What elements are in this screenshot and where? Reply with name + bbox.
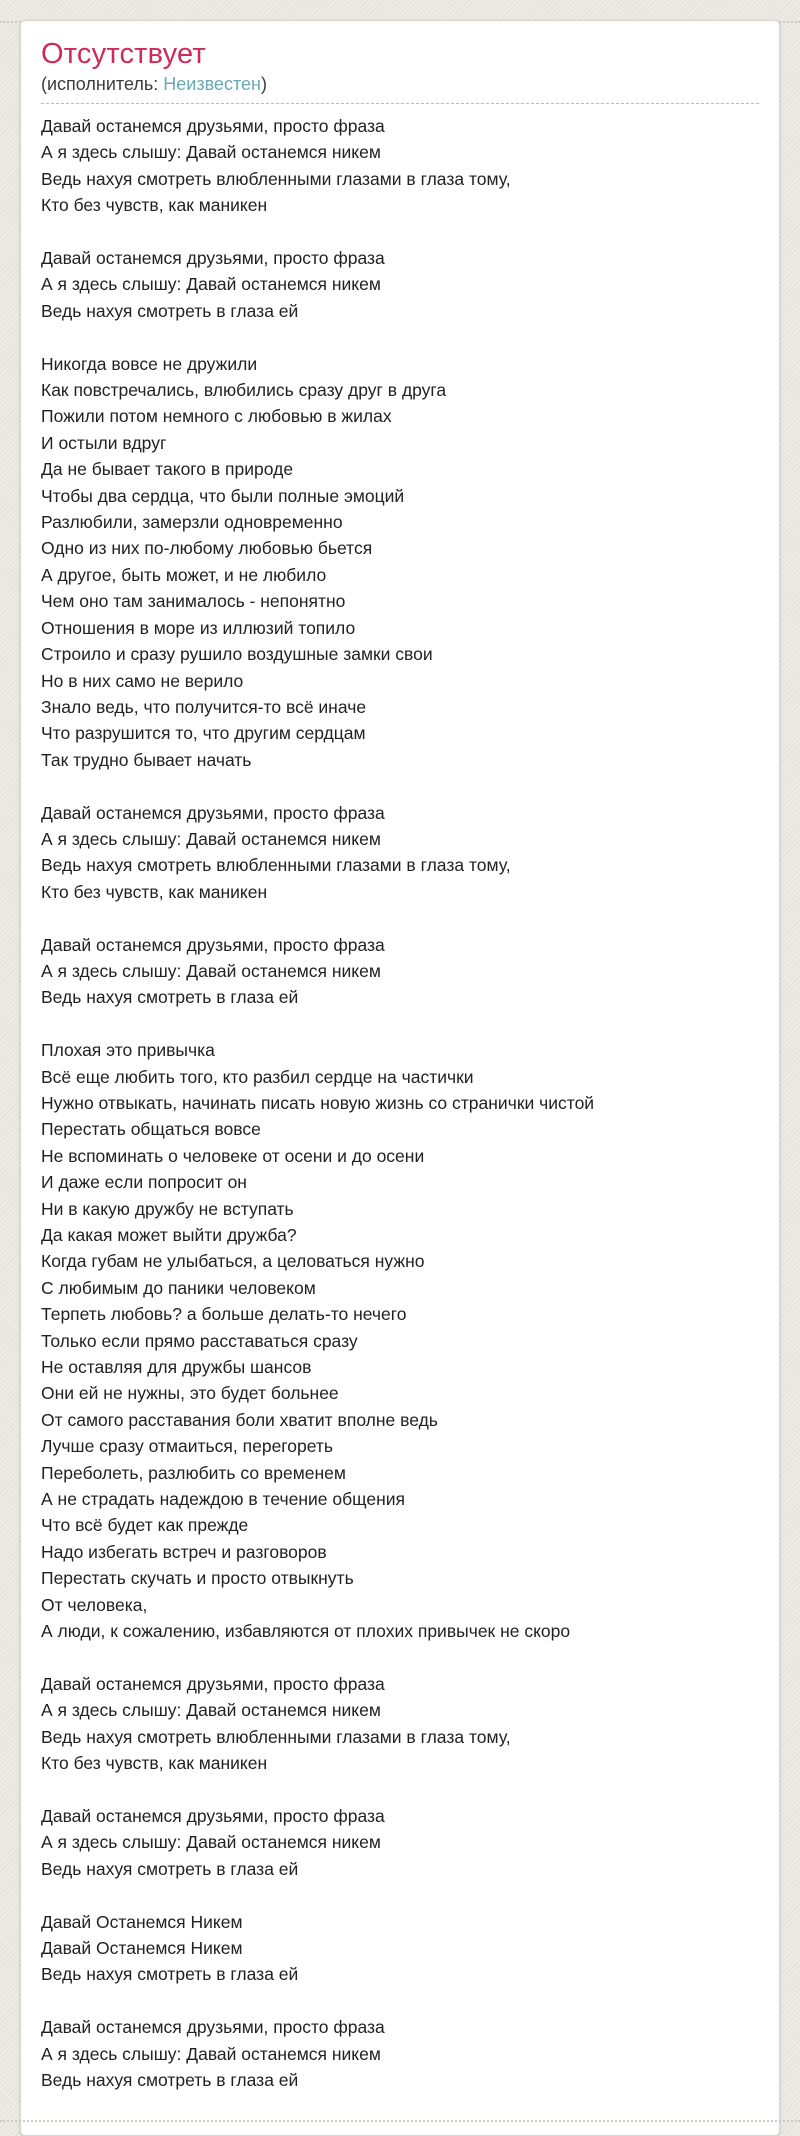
lyrics-line: Что всё будет как прежде <box>41 1515 249 1536</box>
lyrics-line: Давай останемся друзьями, просто фраза <box>41 802 385 823</box>
lyrics-line: Ведь нахуя смотреть влюбленными глазами в глаза тому, <box>41 855 511 876</box>
page-background <box>0 20 800 2126</box>
lyrics-line: Строило и сразу рушило воздушные замки свои <box>41 644 433 665</box>
lyrics-line: С любимым до паники человеком <box>41 1277 316 1298</box>
lyrics-line: Да не бывает такого в природе <box>41 459 294 480</box>
lyrics-line: Ведь нахуя смотреть в глаза ей <box>41 300 299 321</box>
lyrics-line: Разлюбили, замерзли одновременно <box>41 512 343 533</box>
lyrics-line: И остыли вдруг <box>41 432 167 453</box>
lyrics-stanza <box>41 1037 759 1644</box>
lyrics-line: А я здесь слышу: Давай останемся никем <box>41 828 381 849</box>
lyrics-line: А не страдать надеждою в течение общения <box>41 1489 405 1510</box>
lyrics-stanza <box>41 932 759 1011</box>
lyrics-line: А другое, быть может, и не любило <box>41 564 327 585</box>
lyrics-line: Давай останемся друзьями, просто фраза <box>41 116 385 136</box>
lyrics-line: Ведь нахуя смотреть в глаза ей <box>41 987 299 1008</box>
lyrics-line: Давай останемся друзьями, просто фраза <box>41 1805 385 1826</box>
artist-line <box>41 73 759 95</box>
lyrics-line: Ведь нахуя смотреть в глаза ей <box>41 2069 299 2090</box>
lyrics-line: А я здесь слышу: Давай останемся никем <box>41 960 381 981</box>
lyrics-line: Надо избегать встреч и разговоров <box>41 1541 327 1562</box>
lyrics-line: Ведь нахуя смотреть влюбленными глазами в глаза тому, <box>41 168 511 189</box>
lyrics-stanza <box>41 113 759 219</box>
lyrics-line: От самого расставания боли хватит вполне ведь <box>41 1409 438 1430</box>
lyrics-line: Пожили потом немного с любовью в жилах <box>41 406 392 427</box>
lyrics-stanza <box>41 2014 759 2093</box>
lyrics-line: Да какая может выйти дружба? <box>41 1224 297 1245</box>
lyrics-line: Давай Останемся Никем <box>41 1911 243 1932</box>
lyrics-line: Никогда вовсе не дружили <box>41 353 258 374</box>
lyrics-line: Чем оно там занималось - непонятно <box>41 591 346 612</box>
lyrics-line: Нужно отвыкать, начинать писать новую жизнь со странички чистой <box>41 1092 595 1113</box>
lyrics-line: Знало ведь, что получится-то всё иначе <box>41 696 367 717</box>
lyrics-line: А я здесь слышу: Давай останемся никем <box>41 1832 381 1853</box>
lyrics-line: Одно из них по-любому любовью бьется <box>41 538 373 559</box>
lyrics-line: Как повстречались, влюбились сразу друг в друга <box>41 380 447 401</box>
lyrics-line: А я здесь слышу: Давай останемся никем <box>41 1700 381 1721</box>
lyrics-line: Кто без чувств, как маникен <box>41 1753 268 1774</box>
lyrics <box>41 113 759 2093</box>
lyrics-line: Перестать общаться вовсе <box>41 1119 261 1140</box>
song-header <box>41 37 759 104</box>
lyrics-stanza <box>41 1909 759 1988</box>
lyrics-line: Ведь нахуя смотреть в глаза ей <box>41 1858 299 1879</box>
artist-label-prefix: (исполнитель: <box>41 74 164 94</box>
lyrics-card <box>20 20 780 2136</box>
lyrics-line: Не оставляя для дружбы шансов <box>41 1357 312 1378</box>
lyrics-line: Давай останемся друзьями, просто фраза <box>41 934 385 955</box>
lyrics-line: Ведь нахуя смотреть в глаза ей <box>41 1964 299 1985</box>
lyrics-line: А люди, к сожалению, избавляются от плохих привычек не скоро <box>41 1621 571 1642</box>
lyrics-line: Плохая это привычка <box>41 1040 215 1061</box>
artist-link[interactable]: Неизвестен <box>163 74 261 94</box>
lyrics-line: А я здесь слышу: Давай останемся никем <box>41 2043 381 2064</box>
lyrics-line: Переболеть, разлюбить со временем <box>41 1462 346 1483</box>
lyrics-line: Так трудно бывает начать <box>41 749 252 770</box>
lyrics-stanza <box>41 351 759 774</box>
lyrics-line: Не вспоминать о человеке от осени и до осени <box>41 1145 425 1166</box>
artist-label-suffix: ) <box>260 74 267 94</box>
lyrics-line: От человека, <box>41 1594 148 1615</box>
lyrics-line: Они ей не нужны, это будет больнее <box>41 1383 339 1404</box>
lyrics-line: Давай останемся друзьями, просто фраза <box>41 2017 385 2038</box>
lyrics-line: Кто без чувств, как маникен <box>41 881 268 902</box>
lyrics-stanza <box>41 800 759 906</box>
lyrics-stanza <box>41 245 759 324</box>
lyrics-stanza <box>41 1803 759 1882</box>
lyrics-line: Всё еще любить того, кто разбил сердце на частички <box>41 1066 474 1087</box>
lyrics-line: Отношения в море из иллюзий топило <box>41 617 356 638</box>
lyrics-line: Когда губам не улыбаться, а целоваться нужно <box>41 1251 425 1272</box>
lyrics-line: Ни в какую дружбу не вступать <box>41 1198 294 1219</box>
lyrics-line: Что разрушится то, что другим сердцам <box>41 723 366 744</box>
lyrics-line: Кто без чувств, как маникен <box>41 195 268 216</box>
lyrics-line: Ведь нахуя смотреть влюбленными глазами в глаза тому, <box>41 1726 511 1747</box>
lyrics-line: Давай останемся друзьями, просто фраза <box>41 1673 385 1694</box>
lyrics-line: Но в них само не верило <box>41 670 244 691</box>
lyrics-line: Давай Останемся Никем <box>41 1937 243 1958</box>
lyrics-line: Давай останемся друзьями, просто фраза <box>41 248 385 269</box>
lyrics-line: Перестать скучать и просто отвыкнуть <box>41 1568 354 1589</box>
song-title: Отсутствует <box>41 38 206 70</box>
lyrics-line: А я здесь слышу: Давай останемся никем <box>41 274 381 295</box>
lyrics-line: А я здесь слышу: Давай останемся никем <box>41 142 381 163</box>
lyrics-stanza <box>41 1671 759 1777</box>
lyrics-line: Чтобы два сердца, что были полные эмоций <box>41 485 405 506</box>
lyrics-line: Только если прямо расставаться сразу <box>41 1330 358 1351</box>
lyrics-line: Лучше сразу отмаиться, перегореть <box>41 1436 334 1457</box>
lyrics-line: Терпеть любовь? а больше делать-то нечего <box>41 1304 407 1325</box>
lyrics-line: И даже если попросит он <box>41 1172 247 1193</box>
